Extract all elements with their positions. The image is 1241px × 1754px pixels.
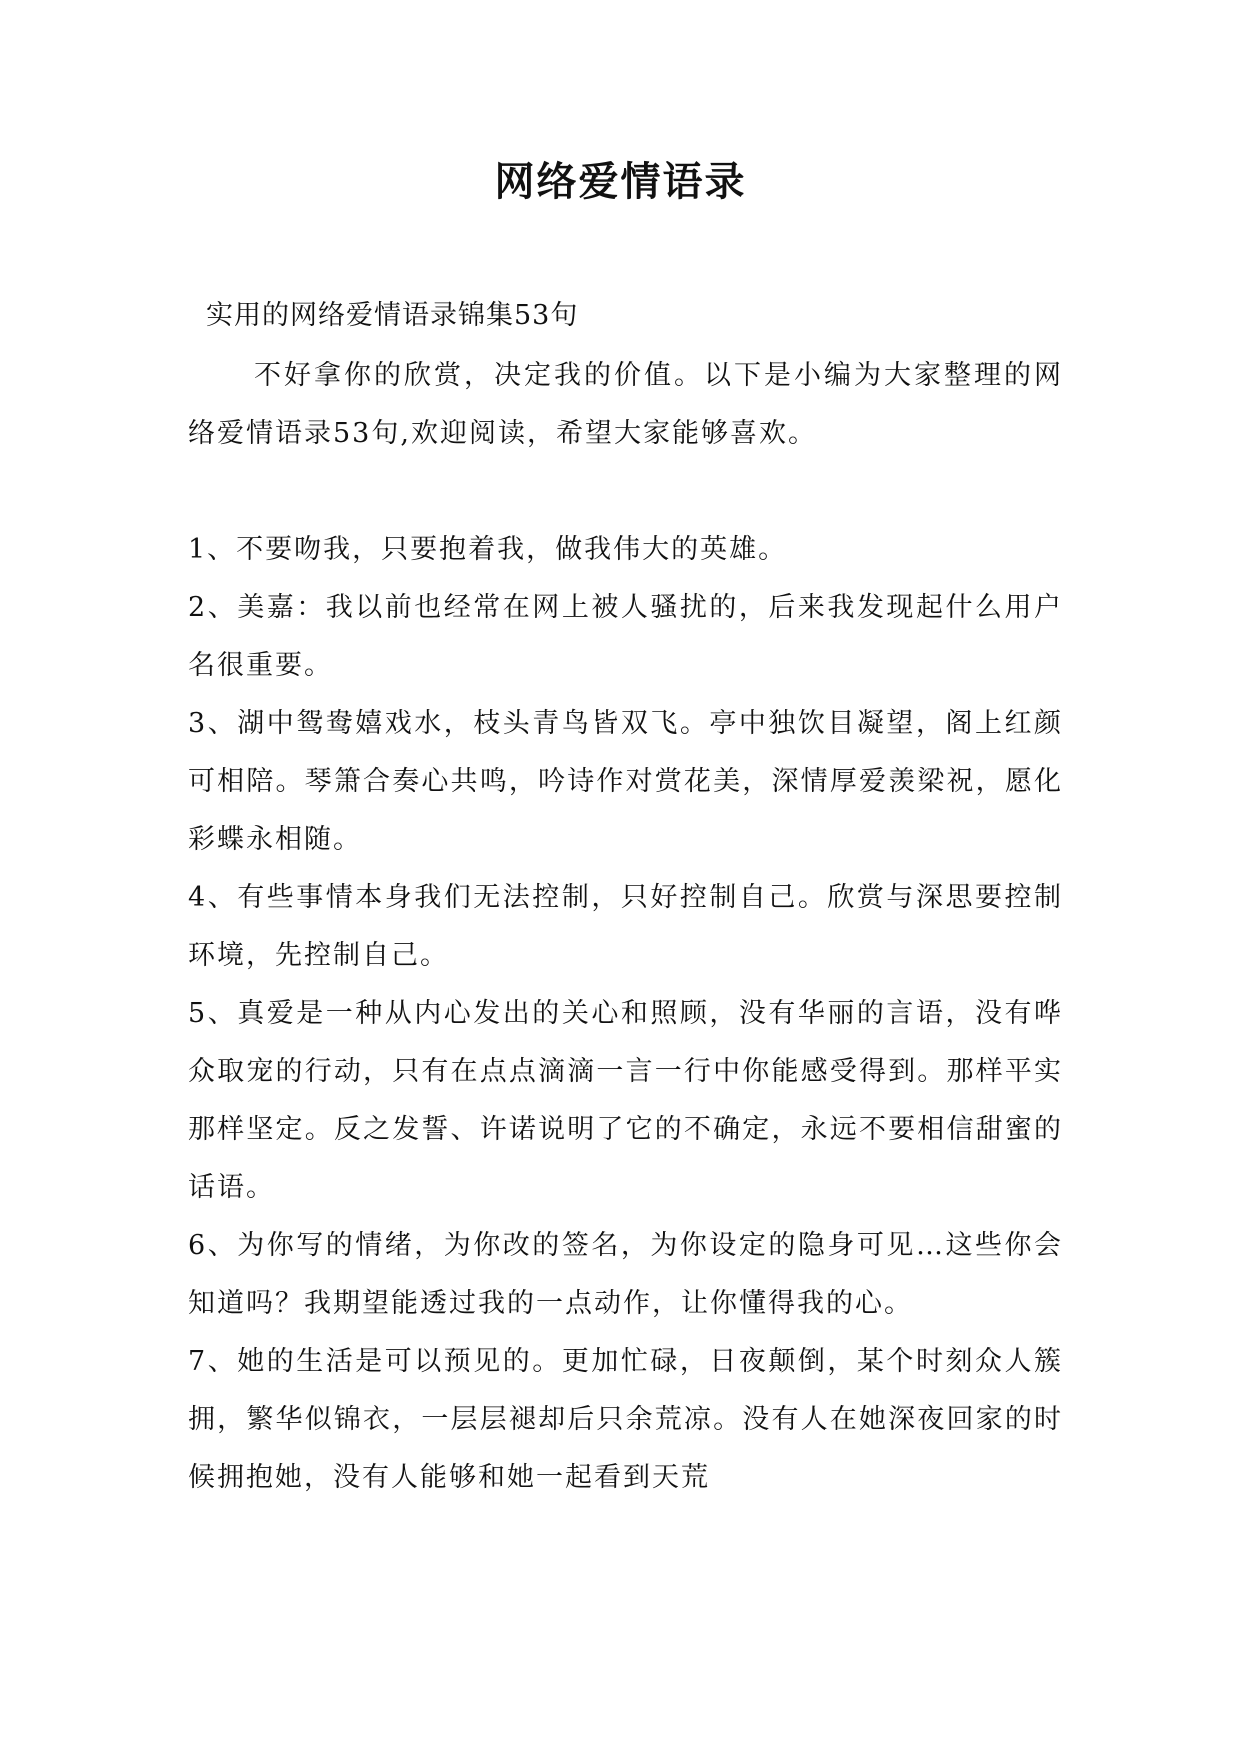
quote-paragraph-3: 3、湖中鸳鸯嬉戏水，枝头青鸟皆双飞。亭中独饮目凝望，阁上红颜可相陪。琴箫合奏心共鸣，吟诗作对赏花美，深情厚爱羡梁祝，愿化彩蝶永相随。: [188, 708, 1063, 855]
quote-paragraph-4: 4、有些事情本身我们无法控制，只好控制自己。欣赏与深思要控制环境，先控制自己。: [188, 882, 1063, 971]
quote-paragraph-7: 7、她的生活是可以预见的。更加忙碌，日夜颠倒，某个时刻众人簇拥，繁华似锦衣，一层层褪却后只余荒凉。没有人在她深夜回家的时候拥抱她，没有人能够和她一起看到天荒: [188, 1346, 1063, 1493]
quote-paragraph-5: 5、真爱是一种从内心发出的关心和照顾，没有华丽的言语，没有哗众取宠的行动，只有在点点滴滴一言一行中你能感受得到。那样平实那样坚定。反之发誓、许诺说明了它的不确定，永远不要相信甜蜜的话语。: [188, 998, 1063, 1203]
document-body: [188, 347, 1063, 1507]
quote-paragraph-6: 6、为你写的情绪，为你改的签名，为你设定的隐身可见…这些你会知道吗？我期望能透过我的一点动作，让你懂得我的心。: [188, 1230, 1063, 1319]
document-subtitle: 实用的网络爱情语录锦集53句: [206, 300, 579, 331]
paragraph-spacer: [188, 463, 1063, 521]
document-title: 网络爱情语录: [494, 158, 747, 205]
quote-paragraph-1: 1、不要吻我，只要抱着我，做我伟大的英雄。: [188, 534, 788, 565]
intro-paragraph: 不好拿你的欣赏，决定我的价值。以下是小编为大家整理的网络爱情语录53句,欢迎阅读，希望大家能够喜欢。: [188, 360, 1063, 449]
quote-paragraph-2: 2、美嘉：我以前也经常在网上被人骚扰的，后来我发现起什么用户名很重要。: [188, 592, 1063, 681]
